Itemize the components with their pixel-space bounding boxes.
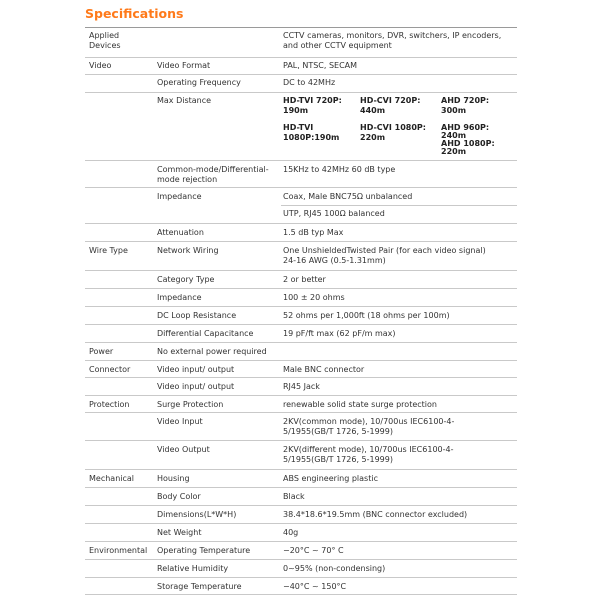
spec-row-operating-frequency — [85, 74, 517, 93]
distance-ahd-720p-value: 300m — [441, 106, 467, 115]
item-rejection-line1: Common-mode/Differential- — [157, 165, 269, 174]
spec-row-housing — [85, 469, 517, 488]
spec-row-power — [85, 342, 517, 361]
item-relative-humidity: Relative Humidity — [157, 564, 229, 573]
spec-row-network-wiring — [85, 241, 517, 271]
spec-row-category-type — [85, 270, 517, 289]
value-category-type: 2 or better — [283, 275, 326, 284]
value-rejection: 15KHz to 42MHz 60 dB type — [283, 165, 396, 174]
distance-hd-cvi-1080p-value: 220m — [360, 133, 386, 142]
distance-hd-tvi-1080p-value: 1080P:190m — [283, 133, 340, 142]
value-diff-capacitance: 19 pF/ft max (62 pF/m max) — [283, 329, 396, 338]
value-network-wiring-line2: 24-16 AWG (0.5-1.31mm) — [283, 256, 386, 265]
spec-row-attenuation — [85, 223, 517, 242]
spec-row-diff-capacitance — [85, 324, 517, 343]
category-video: Video — [89, 61, 112, 70]
value-attenuation: 1.5 dB typ Max — [283, 228, 344, 237]
item-rejection-line2: mode rejection — [157, 175, 218, 184]
spec-row-video-input — [85, 412, 517, 441]
item-net-weight: Net Weight — [157, 528, 202, 537]
item-video-format: Video Format — [157, 61, 211, 70]
distance-hd-tvi-720p-label: HD-TVI 720P: — [283, 96, 342, 105]
item-surge: Surge Protection — [157, 400, 224, 409]
distance-ahd-960p-value: 240m — [441, 131, 467, 140]
item-video-input: Video Input — [157, 417, 203, 426]
spec-row-video-output — [85, 440, 517, 470]
category-environmental: Environmental — [89, 546, 148, 555]
value-impedance-coax: Coax, Male BNC75Ω unbalanced — [283, 192, 413, 201]
item-video-output: Video Output — [157, 445, 210, 454]
item-impedance-wire: Impedance — [157, 293, 202, 302]
value-net-weight: 40g — [283, 528, 299, 537]
spec-row-max-distance — [85, 92, 517, 161]
spec-row-body-color — [85, 487, 517, 506]
item-impedance-video: Impedance — [157, 192, 202, 201]
distance-hd-cvi-720p-label: HD-CVI 720P: — [360, 96, 421, 105]
item-operating-frequency: Operating Frequency — [157, 78, 241, 87]
value-relative-humidity: 0~95% (non-condensing) — [283, 564, 386, 573]
item-category-type: Category Type — [157, 275, 215, 284]
item-housing: Housing — [157, 474, 190, 483]
item-network-wiring: Network Wiring — [157, 246, 219, 255]
category-protection: Protection — [89, 400, 130, 409]
value-connector-bnc: Male BNC connector — [283, 365, 365, 374]
distance-hd-tvi-1080p-label: HD-TVI — [283, 123, 314, 132]
item-body-color: Body Color — [157, 492, 201, 501]
spec-row-dimensions — [85, 505, 517, 524]
item-dc-loop: DC Loop Resistance — [157, 311, 237, 320]
value-dimensions: 38.4*18.6*19.5mm (BNC connector excluded) — [283, 510, 468, 519]
distance-ahd-1080p-value: 220m — [441, 147, 467, 156]
distance-ahd-720p-label: AHD 720P: — [441, 96, 490, 105]
value-storage-temperature: −40°C ~ 150°C — [283, 582, 347, 591]
distance-ahd-1080p-label: AHD 1080P: — [441, 139, 495, 148]
spec-row-operating-temperature — [85, 541, 517, 560]
value-video-input-line1: 2KV(common mode), 10/700us IEC6100-4- — [283, 417, 455, 426]
category-wire-type: Wire Type — [89, 246, 128, 255]
item-connector-rj45: Video input/ output — [157, 382, 235, 391]
spec-row-relative-humidity — [85, 559, 517, 578]
distance-ahd-960p-label: AHD 960P: — [441, 123, 490, 132]
page-title: Specifications — [85, 6, 184, 21]
value-impedance-utp: UTP, RJ45 100Ω balanced — [283, 209, 385, 218]
item-storage-temperature: Storage Temperature — [157, 582, 242, 591]
value-video-input-line2: 5/1955(GB/T 1726, 5-1999) — [283, 427, 393, 436]
value-housing: ABS engineering plastic — [283, 474, 378, 483]
category-connector: Connector — [89, 365, 131, 374]
spec-row-connector-bnc — [85, 360, 517, 378]
distance-hd-cvi-1080p-label: HD-CVI 1080P: — [360, 123, 426, 132]
spec-row-applied-devices — [85, 27, 517, 58]
spec-row-net-weight — [85, 523, 517, 542]
spec-row-rejection — [85, 160, 517, 188]
item-power: No external power required — [157, 347, 267, 356]
value-operating-temperature: −20°C ~ 70° C — [283, 546, 344, 555]
value-dc-loop: 52 ohms per 1,000ft (18 ohms per 100m) — [283, 311, 450, 320]
category-power: Power — [89, 347, 114, 356]
value-applied-devices: CCTV cameras, monitors, DVR, switchers, IP encoders, and other CCTV equipment — [283, 31, 502, 50]
value-connector-rj45: RJ45 Jack — [283, 382, 320, 391]
spec-row-video-format — [85, 57, 517, 75]
item-diff-capacitance: Differential Capacitance — [157, 329, 254, 338]
value-impedance-wire: 100 ± 20 ohms — [283, 293, 345, 302]
value-video-format: PAL, NTSC, SECAM — [283, 61, 358, 70]
category-applied-devices: Applied Devices — [89, 31, 121, 50]
item-connector-bnc: Video input/ output — [157, 365, 235, 374]
item-max-distance: Max Distance — [157, 96, 212, 105]
item-attenuation: Attenuation — [157, 228, 204, 237]
table-bottom-border — [85, 594, 517, 595]
value-operating-frequency: DC to 42MHz — [283, 78, 336, 87]
spec-row-impedance-video — [85, 187, 517, 206]
value-body-color: Black — [283, 492, 305, 501]
spec-row-connector-rj45 — [85, 377, 517, 396]
spec-row-impedance-wire — [85, 288, 517, 307]
item-operating-temperature: Operating Temperature — [157, 546, 251, 555]
category-mechanical: Mechanical — [89, 474, 135, 483]
value-video-output-line2: 5/1955(GB/T 1726, 5-1999) — [283, 455, 393, 464]
distance-hd-cvi-720p-value: 440m — [360, 106, 386, 115]
value-network-wiring-line1: One UnshieldedTwisted Pair (for each video signal) — [283, 246, 486, 255]
spec-row-surge — [85, 395, 517, 413]
value-video-output-line1: 2KV(different mode), 10/700us IEC6100-4- — [283, 445, 454, 454]
value-surge: renewable solid state surge protection — [283, 400, 437, 409]
spec-subrow-impedance-utp — [281, 205, 517, 224]
spec-row-storage-temperature — [85, 577, 517, 595]
spec-row-dc-loop — [85, 306, 517, 325]
item-dimensions: Dimensions(L*W*H) — [157, 510, 237, 519]
distance-hd-tvi-720p-value: 190m — [283, 106, 309, 115]
